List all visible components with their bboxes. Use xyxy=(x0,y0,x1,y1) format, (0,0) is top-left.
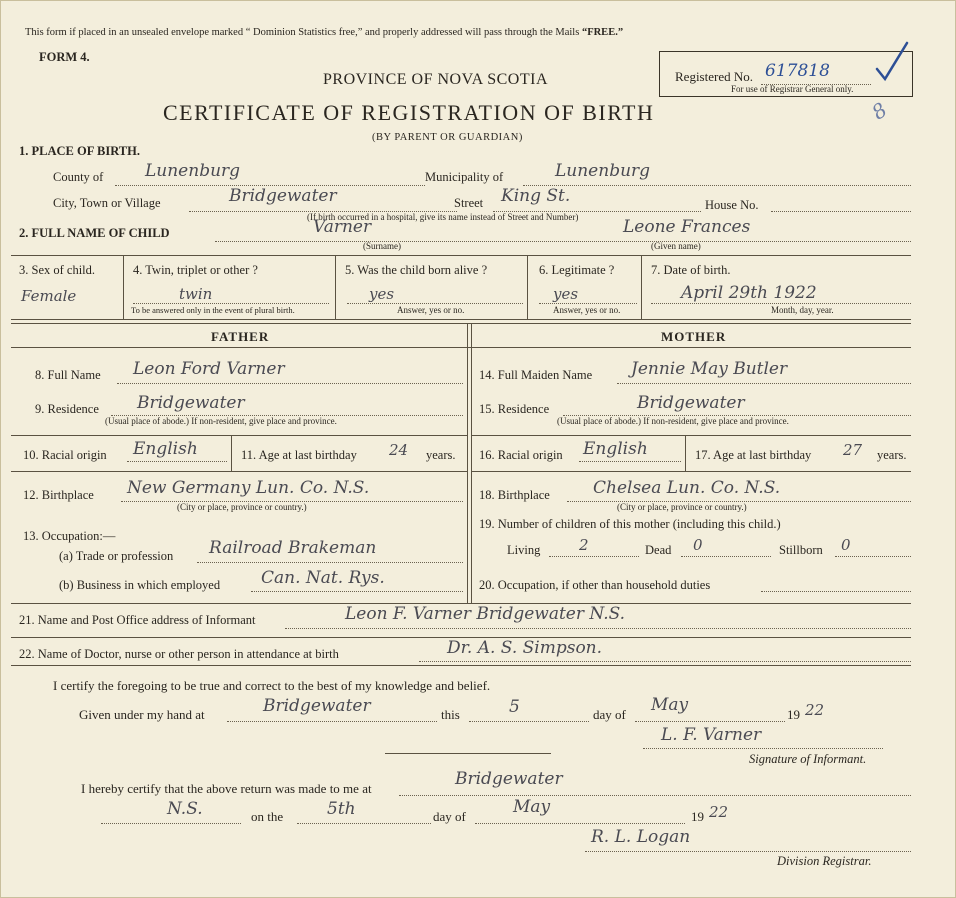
mother-birthplace-note: (City or place, province or country.) xyxy=(617,502,747,512)
given-at-label: Given under my hand at xyxy=(79,707,205,722)
registrar-mark: 8 xyxy=(867,97,892,125)
living-value: 2 xyxy=(579,536,589,554)
given-day-value: 5 xyxy=(509,697,520,717)
legitimate-value: yes xyxy=(553,285,579,303)
doctor-value: Dr. A. S. Simpson. xyxy=(447,638,603,658)
registrar-on-label: on the xyxy=(251,809,284,824)
informant-label: 21. Name and Post Office address of Informant xyxy=(19,613,256,627)
registrar-year-value: 22 xyxy=(709,803,729,821)
sex-label: 3. Sex of child. xyxy=(19,263,96,277)
father-years-label: years. xyxy=(426,448,456,462)
given-month-value: May xyxy=(651,695,689,715)
stillborn-label: Stillborn xyxy=(779,543,823,557)
registrar-month-value: May xyxy=(513,797,551,817)
given-year-prefix: 19 xyxy=(787,707,800,722)
father-birthplace-note: (City or place, province or country.) xyxy=(177,502,307,512)
place-of-birth-heading: 1. PLACE OF BIRTH. xyxy=(19,144,140,158)
registered-label: Registered No. xyxy=(675,69,753,84)
twin-value: twin xyxy=(179,285,213,303)
father-racial-value: English xyxy=(133,439,198,459)
dob-label: 7. Date of birth. xyxy=(651,263,731,277)
registrar-province-value: N.S. xyxy=(167,799,203,819)
trade-label: (a) Trade or profession xyxy=(59,549,174,563)
twin-label: 4. Twin, triplet or other ? xyxy=(133,263,258,277)
business-label: (b) Business in which employed xyxy=(59,578,221,592)
registrar-statement: I hereby certify that the above return was made to me at xyxy=(81,781,372,796)
postal-notice xyxy=(25,27,623,38)
dob-note: Month, day, year. xyxy=(771,305,834,315)
child-surname: Varner xyxy=(313,217,372,237)
father-racial-label: 10. Racial origin xyxy=(23,448,107,462)
registrar-place-value: Bridgewater xyxy=(455,769,563,789)
registered-number: 617818 xyxy=(765,61,830,81)
street-label: Street xyxy=(454,196,484,210)
municipality-label: Municipality of xyxy=(425,170,504,184)
alive-note: Answer, yes or no. xyxy=(397,305,465,315)
children-count-label: 19. Number of children of this mother (including this child.) xyxy=(479,517,781,531)
given-at-value: Bridgewater xyxy=(263,696,371,716)
mother-years-label: years. xyxy=(877,448,907,462)
child-name-label: 2. FULL NAME OF CHILD xyxy=(19,226,170,240)
sex-value: Female xyxy=(21,287,77,305)
municipality-value: Lunenburg xyxy=(555,161,651,181)
city-value: Bridgewater xyxy=(229,186,337,206)
twin-note: To be answered only in the event of plural birth. xyxy=(131,305,295,315)
informant-signature: L. F. Varner xyxy=(661,725,762,745)
surname-caption: (Surname) xyxy=(363,241,401,251)
father-residence-label: 9. Residence xyxy=(35,402,99,416)
given-year-value: 22 xyxy=(805,701,825,719)
mother-name-value: Jennie May Butler xyxy=(631,359,788,379)
street-value: King St. xyxy=(501,186,571,206)
father-age-value: 24 xyxy=(389,441,409,459)
county-value: Lunenburg xyxy=(145,161,241,181)
dead-value: 0 xyxy=(693,536,703,554)
informant-value: Leon F. Varner Bridgewater N.S. xyxy=(345,604,626,624)
province-heading: PROVINCE OF NOVA SCOTIA xyxy=(323,71,549,88)
father-name-label: 8. Full Name xyxy=(35,368,101,382)
certificate-subtitle: (BY PARENT OR GUARDIAN) xyxy=(372,132,523,143)
house-number-label: House No. xyxy=(705,198,759,212)
hospital-note: (If birth occurred in a hospital, give its name instead of Street and Number) xyxy=(307,212,579,222)
registrar-signature: R. L. Logan xyxy=(591,827,691,847)
county-label: County of xyxy=(53,170,104,184)
father-name-value: Leon Ford Varner xyxy=(133,359,285,379)
registrar-year-prefix: 19 xyxy=(691,809,704,824)
registrar-dayof-label: day of xyxy=(433,809,466,824)
mother-racial-value: English xyxy=(583,439,648,459)
alive-label: 5. Was the child born alive ? xyxy=(345,263,488,277)
father-heading: FATHER xyxy=(211,329,270,344)
doctor-label: 22. Name of Doctor, nurse or other person in attendance at birth xyxy=(19,647,339,661)
mother-residence-value: Bridgewater xyxy=(637,393,745,413)
dead-label: Dead xyxy=(645,543,672,557)
occupation-label: 13. Occupation:— xyxy=(23,529,116,543)
legitimate-label: 6. Legitimate ? xyxy=(539,263,615,277)
postal-free-text: “FREE.” xyxy=(581,27,624,38)
registrar-caption: Division Registrar. xyxy=(777,854,872,868)
stillborn-value: 0 xyxy=(841,536,851,554)
given-name-caption: (Given name) xyxy=(651,241,701,251)
postal-notice-text: This form if placed in an unsealed envelope marked “ Dominion Statistics free,” and properly addressed will pass through the Mails xyxy=(25,27,580,38)
informant-signature-caption: Signature of Informant. xyxy=(749,752,867,766)
mother-heading: MOTHER xyxy=(661,329,727,344)
father-birthplace-value: New Germany Lun. Co. N.S. xyxy=(127,478,370,498)
mother-occupation-label: 20. Occupation, if other than household duties xyxy=(479,578,711,592)
mother-residence-note: (Usual place of abode.) If non-resident, give place and province. xyxy=(557,416,789,426)
living-label: Living xyxy=(507,543,541,557)
child-given-name: Leone Frances xyxy=(623,217,751,237)
certify-statement: I certify the foregoing to be true and correct to the best of my knowledge and belief. xyxy=(53,678,491,693)
certificate-title: CERTIFICATE OF REGISTRATION OF BIRTH xyxy=(163,100,655,125)
city-label: City, Town or Village xyxy=(53,196,161,210)
given-dayof-label: day of xyxy=(593,707,626,722)
father-residence-note: (Usual place of abode.) If non-resident, give place and province. xyxy=(105,416,337,426)
father-birthplace-label: 12. Birthplace xyxy=(23,488,94,502)
this-label: this xyxy=(441,707,460,722)
registrar-use-note: For use of Registrar General only. xyxy=(731,84,854,94)
mother-age-label: 17. Age at last birthday xyxy=(695,448,812,462)
legitimate-note: Answer, yes or no. xyxy=(553,305,621,315)
father-residence-value: Bridgewater xyxy=(137,393,245,413)
mother-birthplace-label: 18. Birthplace xyxy=(479,488,550,502)
alive-value: yes xyxy=(369,285,395,303)
mother-racial-label: 16. Racial origin xyxy=(479,448,563,462)
dob-value: April 29th 1922 xyxy=(681,283,817,303)
trade-value: Railroad Brakeman xyxy=(209,538,377,558)
mother-residence-label: 15. Residence xyxy=(479,402,550,416)
mother-name-label: 14. Full Maiden Name xyxy=(479,368,593,382)
registrar-day-value: 5th xyxy=(327,799,356,819)
father-age-label: 11. Age at last birthday xyxy=(241,448,357,462)
checkmark-icon xyxy=(871,39,911,83)
mother-age-value: 27 xyxy=(843,441,863,459)
business-value: Can. Nat. Rys. xyxy=(261,568,385,588)
mother-birthplace-value: Chelsea Lun. Co. N.S. xyxy=(593,478,781,498)
form-number: FORM 4. xyxy=(39,50,90,64)
